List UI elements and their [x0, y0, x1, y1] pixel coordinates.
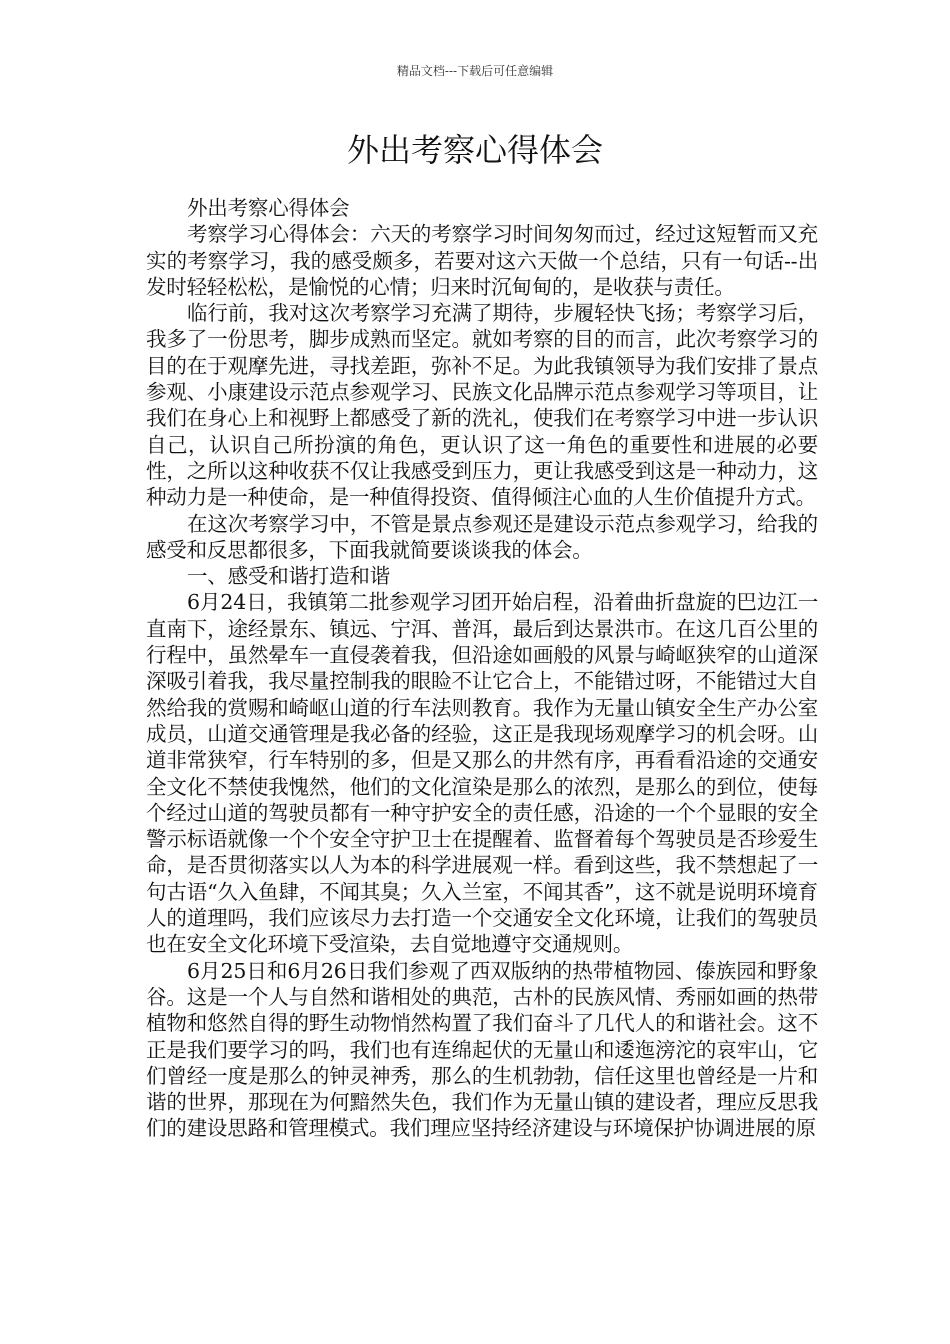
- paragraph-subtitle: 外出考察心得体会: [187, 196, 350, 220]
- page-header: 精品文档---下载后可任意编辑: [396, 64, 554, 78]
- document-title: 外出考察心得体会: [346, 131, 603, 169]
- paragraph-summary: 在这次考察学习中，不管是景点参观还是建设示范点参观学习，给我的感受和反思都很多，下面我就简要谈谈我的体会。: [146, 511, 818, 562]
- document-body: [146, 195, 818, 1142]
- section-heading: 一、感受和谐打造和谐: [187, 564, 390, 589]
- paragraph-june-25-26: 6月25日和6月26日我们参观了西双版纳的热带植物园、傣族园和野象谷。这是一个人与自然和谐相处的典范，古朴的民族风情、秀丽如画的热带植物和悠然自得的野生动物悄然构置了我们奋斗了几代人的和谐社会。这不正是我们要学习的吗，我们也有连绵起伏的无量山和逶迤滂沱的哀牢山，它们曾经一度是那么的钟灵神秀，那么的生机勃勃，信任这里也曾经是一片和谐的世界，那现在为何黯然失色，我们作为无量山镇的建设者，理应反思我们的建设思路和管理模式。我们理应坚持经济建设与环境保护协调进展的原: [146, 958, 818, 1141]
- paragraph-before-trip: 临行前，我对这次考察学习充满了期待，步履轻快飞扬；考察学习后，我多了一份思考，脚步成熟而坚定。就如考察的目的而言，此次考察学习的目的在于观摩先进，寻找差距，弥补不足。为此我镇领导为我们安排了景点参观、小康建设示范点参观学习、民族文化品牌示范点参观学习等项目，让我们在身心上和视野上都感受了新的洗礼，使我们在考察学习中进一步认识自己，认识自己所扮演的角色，更认识了这一角色的重要性和进展的必要性，之所以这种收获不仅让我感受到压力，更让我感受到这是一种动力，这种动力是一种使命，是一种值得投资、值得倾注心血的人生价值提升方式。: [146, 301, 818, 510]
- paragraph-june-24: 6月24日，我镇第二批参观学习团开始启程，沿着曲折盘旋的巴边江一直南下，途经景东、镇远、宁洱、普洱，最后到达景洪市。在这几百公里的行程中，虽然晕车一直侵袭着我，但沿途如画般的风景与崎岖狭窄的山道深深吸引着我，我尽量控制我的眼睑不让它合上，不能错过呀，不能错过大自然给我的赏赐和崎岖山道的行车法则教育。我作为无量山镇安全生产办公室成员，山道交通管理是我必备的经验，这正是我现场观摩学习的机会呀。山道非常狭窄，行车特别的多，但是又那么的井然有序，再看看沿途的交通安全文化不禁使我愧然，他们的文化渲染是那么的浓烈，是那么的到位，使每个经过山道的驾驶员都有一种守护安全的责任感，沿途的一个个显眼的安全警示标语就像一个个安全守护卫士在提醒着、监督着每个驾驶员是否珍爱生命，是否贯彻落实以人为本的科学进展观一样。看到这些，我不禁想起了一句古语“久入鱼肆，不闻其臭；久入兰室，不闻其香”，这不就是说明环境育人的道理吗，我们应该尽力去打造一个交通安全文化环境，让我们的驾驶员也在安全文化环境下受渲染，去自觉地遵守交通规则。: [146, 590, 818, 957]
- paragraph-intro: 考察学习心得体会：六天的考察学习时间匆匆而过，经过这短暂而又充实的考察学习，我的感受颇多，若要对这六天做一个总结，只有一句话--出发时轻轻松松，是愉悦的心情；归来时沉甸甸的，是收获与责任。: [146, 222, 818, 299]
